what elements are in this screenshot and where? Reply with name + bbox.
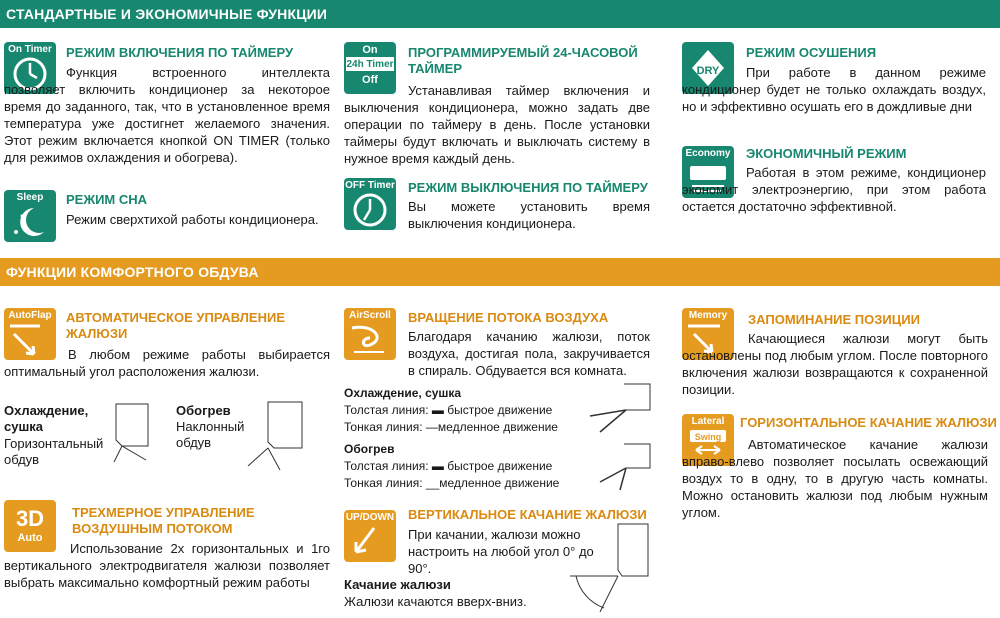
lateral-text: Автоматическое качание жалюзи вправо-влево позволяет посылать освежающий воздух то в одну, то в другую часть комнаты. Можно остановить жалюзи под любым нужным углом.: [682, 437, 988, 520]
memory-title: ЗАПОМИНАНИЕ ПОЗИЦИИ: [748, 312, 920, 327]
lateral-swing-icon: Lateral Swing: [682, 414, 734, 466]
airscroll-cool-thin: Тонкая линия: —медленное движение: [344, 420, 558, 434]
sleep-text: Режим сверхтихой работы кондиционера.: [66, 212, 319, 227]
autoflap-cool-desc: Горизонтальный обдув: [4, 436, 104, 467]
updown-arrow-icon: UP/DOWN: [344, 510, 396, 562]
on-timer-text: Функция встроенного интеллекта позволяет включить кондиционер за некоторое время до заданного, так, что в установленное время температура уже достигнет желаемого значения. Этот режим включается кнопкой ON TIMER (только для режимов охлаждения и обогрева).: [4, 65, 330, 165]
timer24-icon: On 24h Timer Off: [344, 42, 396, 94]
svg-text:DRY: DRY: [696, 65, 720, 77]
sleep-title: РЕЖИМ СНА: [66, 192, 148, 207]
airscroll-swirl-icon: AirScroll: [344, 308, 396, 360]
off-timer-title: РЕЖИМ ВЫКЛЮЧЕНИЯ ПО ТАЙМЕРУ: [408, 180, 648, 195]
memory-text: Качающиеся жалюзи могут быть остановлены под любым углом. После повторного включения жалюзи возвращаются к сохраненной позиции.: [682, 331, 988, 397]
on-timer-title: РЕЖИМ ВКЛЮЧЕНИЯ ПО ТАЙМЕРУ: [66, 45, 294, 60]
sleep-moon-icon: Sleep: [4, 190, 56, 242]
d3-text: Использование 2х горизонтальных и 1го вертикального электродвигателя жалюзи позволяет выбрать максимально комфортный режим работы: [4, 541, 330, 590]
section-header-comfort: ФУНКЦИИ КОМФОРТНОГО ОБДУВА: [0, 258, 1000, 286]
dry-text: При работе в данном режиме кондиционер будет не только охлаждать воздух, но и эффективно осушать его в дождливые дни: [682, 65, 986, 114]
updown-swing-text: Жалюзи качаются вверх-вниз.: [344, 594, 527, 609]
lateral-title: ГОРИЗОНТАЛЬНОЕ КАЧАНИЕ ЖАЛЮЗИ: [740, 415, 997, 430]
autoflap-heat-desc: Наклонный обдув: [176, 419, 245, 450]
d3-title: ТРЕХМЕРНОЕ УПРАВЛЕНИЕ ВОЗДУШНЫМ ПОТОКОМ: [72, 505, 255, 536]
on-timer-clock-icon: On Timer: [4, 42, 56, 94]
economy-title: ЭКОНОМИЧНЫЙ РЕЖИМ: [746, 146, 907, 161]
updown-text: При качании, жалюзи можно настроить на любой угол 0° до 90°.: [408, 527, 594, 576]
airscroll-heat-diagram: [590, 440, 660, 495]
airscroll-cool-diagram: [580, 380, 660, 440]
airscroll-title: ВРАЩЕНИЕ ПОТОКА ВОЗДУХА: [408, 310, 609, 325]
economy-text: Работая в этом режиме, кондиционер экономит электроэнергию, при этом работа остается достаточно эффективной.: [682, 165, 986, 214]
updown-title: ВЕРТИКАЛЬНОЕ КАЧАНИЕ ЖАЛЮЗИ: [408, 507, 647, 522]
timer24-title: ПРОГРАММИРУЕМЫЙ 24-ЧАСОВОЙ ТАЙМЕР: [408, 45, 638, 76]
autoflap-icon: AutoFlap: [4, 308, 56, 360]
off-timer-text: Вы можете установить время выключения кондиционера.: [408, 199, 650, 231]
svg-text:Swing: Swing: [694, 432, 722, 442]
off-timer-clock-icon: OFF Timer: [344, 178, 396, 230]
autoflap-heat-title: Обогрев: [176, 403, 231, 418]
updown-swing-title: Качание жалюзи: [344, 577, 451, 592]
autoflap-cool-diagram: [102, 400, 172, 480]
airscroll-text: Благодаря качанию жалюзи, поток воздуха, достигая пола, закручивается в спираль. Обдувается вся комната.: [408, 329, 650, 378]
airscroll-cool-thick: Толстая линия: ▬ быстрое движение: [344, 403, 553, 417]
airscroll-cool-title: Охлаждение, сушка: [344, 386, 462, 400]
autoflap-text: В любом режиме работы выбирается оптимальный угол расположения жалюзи.: [4, 347, 330, 379]
updown-diagram: [560, 520, 660, 615]
airscroll-heat-thin: Тонкая линия: __медленное движение: [344, 476, 560, 490]
section-header-standard: СТАНДАРТНЫЕ И ЭКОНОМИЧНЫЕ ФУНКЦИИ: [0, 0, 1000, 28]
timer24-text: Устанавливая таймер включения и выключения кондиционера, можно задать две операции по таймеру в день. После установки таймеры будут включать и выключать систему в нужное время каждый день.: [344, 83, 650, 166]
d3-auto-icon: 3D Auto: [4, 500, 56, 552]
airscroll-heat-thick: Толстая линия: ▬ быстрое движение: [344, 459, 553, 473]
dry-title: РЕЖИМ ОСУШЕНИЯ: [746, 45, 877, 60]
memory-icon: Memory: [682, 308, 734, 360]
airscroll-heat-title: Обогрев: [344, 442, 395, 456]
economy-unit-icon: Economy: [682, 146, 734, 198]
autoflap-cool-title: Охлаждение, сушка: [4, 403, 89, 434]
autoflap-title: АВТОМАТИЧЕСКОЕ УПРАВЛЕНИЕ ЖАЛЮЗИ: [66, 310, 285, 341]
autoflap-heat-diagram: [240, 398, 330, 480]
